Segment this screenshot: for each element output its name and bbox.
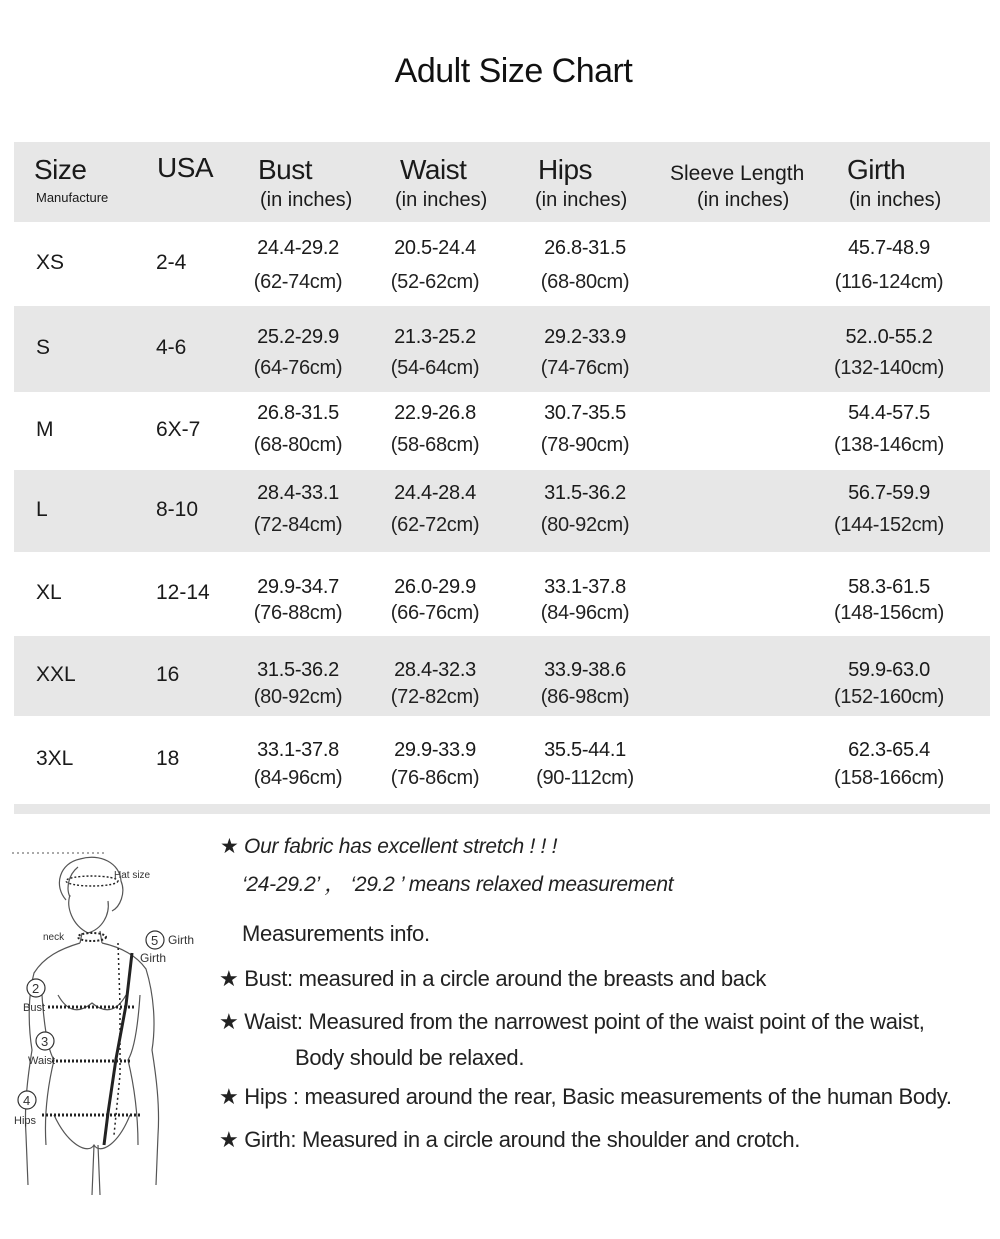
size-cell: M (36, 418, 54, 441)
sleeve-cell (674, 470, 824, 552)
waist-inches-cell: 26.0-29.9 (394, 576, 476, 598)
size-cell: L (36, 498, 48, 521)
hips-inches-cell: 31.5-36.2 (544, 482, 626, 504)
body-measurement-figure (8, 845, 213, 1200)
hips-cm-cell: (68-80cm) (540, 271, 630, 293)
table-row (14, 636, 990, 716)
marker-2-label: 2 (32, 981, 40, 996)
girth-cm-cell: (138-146cm) (833, 434, 945, 456)
hips-cm-cell: (80-92cm) (540, 514, 630, 536)
hips-inches-cell: 35.5-44.1 (544, 739, 626, 761)
table-row (14, 222, 990, 306)
hips-cm-cell: (74-76cm) (540, 357, 630, 379)
bust-inches-cell: 24.4-29.2 (257, 237, 339, 259)
header-hips: Hips (538, 154, 593, 185)
size-cell: XL (36, 581, 62, 604)
header-sleeve: Sleeve Length (670, 162, 805, 185)
header-sleeve-unit: (in inches) (697, 189, 790, 211)
usa-cell: 16 (156, 663, 180, 686)
waist-cm-cell: (58-68cm) (390, 434, 480, 456)
header-bust: Bust (258, 154, 313, 185)
size-table (14, 142, 990, 814)
girth-label-5: Girth (168, 933, 195, 947)
waist-label: Waist (28, 1055, 56, 1067)
sleeve-cell (674, 716, 824, 804)
usa-cell: 18 (156, 747, 180, 770)
header-size-sub: Manufacture (36, 190, 109, 205)
waist-inches-cell: 20.5-24.4 (394, 237, 476, 259)
bust-inches-cell: 33.1-37.8 (257, 739, 339, 761)
girth-inches-cell: 54.4-57.5 (848, 402, 930, 424)
header-waist-unit: (in inches) (395, 189, 488, 211)
hips-inches-cell: 29.2-33.9 (544, 326, 626, 348)
hips-inches-cell: 30.7-35.5 (544, 402, 626, 424)
size-cell: XXL (36, 663, 76, 686)
waist-inches-cell: 21.3-25.2 (394, 326, 476, 348)
hat-size-label: Hat size (114, 870, 151, 881)
bust-cm-cell: (84-96cm) (253, 767, 343, 789)
girth-inches-cell: 59.9-63.0 (848, 659, 930, 681)
header-bust-unit: (in inches) (260, 189, 353, 211)
waist-cm-cell: (54-64cm) (390, 357, 480, 379)
header-waist: Waist (400, 154, 467, 185)
girth-inches-cell: 45.7-48.9 (848, 237, 930, 259)
waist-inches-cell: 24.4-28.4 (394, 482, 476, 504)
sleeve-cell (674, 552, 824, 636)
waist-inches-cell: 22.9-26.8 (394, 402, 476, 424)
size-cell: XS (36, 251, 65, 274)
usa-cell: 6X-7 (156, 418, 201, 441)
girth-inches-cell: 62.3-65.4 (848, 739, 930, 761)
note-relaxed: ‘24-29.2’ ， ‘29.2 ’ means relaxed measurement (242, 873, 674, 896)
page-title: Adult Size Chart (394, 52, 633, 90)
usa-cell: 4-6 (156, 336, 187, 359)
note-waist-cont: Body should be relaxed. (295, 1045, 525, 1070)
note-stretch: ★ Our fabric has excellent stretch ! ! ! (220, 835, 558, 858)
table-row (14, 392, 990, 470)
note-girth: ★ Girth: Measured in a circle around the shoulder and crotch. (219, 1127, 801, 1152)
hips-cm-cell: (78-90cm) (540, 434, 630, 456)
hips-inches-cell: 26.8-31.5 (544, 237, 626, 259)
bust-inches-cell: 31.5-36.2 (257, 659, 339, 681)
waist-inches-cell: 28.4-32.3 (394, 659, 476, 681)
hips-cm-cell: (84-96cm) (540, 602, 630, 624)
bust-cm-cell: (72-84cm) (253, 514, 343, 536)
table-row (14, 306, 990, 392)
table-row (14, 552, 990, 636)
girth-inches-cell: 58.3-61.5 (848, 576, 930, 598)
marker-3-label: 3 (41, 1034, 49, 1049)
girth-cm-cell: (148-156cm) (833, 602, 945, 624)
waist-cm-cell: (66-76cm) (390, 602, 480, 624)
size-cell: 3XL (36, 747, 74, 770)
waist-cm-cell: (76-86cm) (390, 767, 480, 789)
header-hips-unit: (in inches) (535, 189, 628, 211)
bust-inches-cell: 28.4-33.1 (257, 482, 339, 504)
girth-cm-cell: (144-152cm) (833, 514, 945, 536)
size-cell: S (36, 336, 51, 359)
table-row (14, 716, 990, 804)
waist-cm-cell: (62-72cm) (390, 514, 480, 536)
bust-cm-cell: (68-80cm) (253, 434, 343, 456)
table-row (14, 470, 990, 552)
girth-inches-cell: 56.7-59.9 (848, 482, 930, 504)
note-bust: ★ Bust: measured in a circle around the breasts and back (219, 966, 767, 991)
usa-cell: 12-14 (156, 581, 210, 604)
sleeve-cell (674, 636, 824, 716)
bust-inches-cell: 25.2-29.9 (257, 326, 339, 348)
marker-5-label: 5 (151, 933, 159, 948)
girth-cm-cell: (116-124cm) (834, 271, 944, 293)
header-girth-unit: (in inches) (849, 189, 942, 211)
neck-label: neck (43, 932, 65, 943)
bust-cm-cell: (62-74cm) (253, 271, 343, 293)
sleeve-cell (674, 222, 824, 306)
girth-label: Girth (140, 951, 167, 965)
sleeve-cell (674, 392, 824, 470)
header-girth: Girth (847, 154, 906, 185)
usa-cell: 2-4 (156, 251, 187, 274)
header-usa: USA (157, 152, 214, 183)
marker-4-label: 4 (23, 1093, 31, 1108)
sleeve-cell (674, 306, 824, 392)
bust-cm-cell: (80-92cm) (253, 686, 343, 708)
bust-inches-cell: 26.8-31.5 (257, 402, 339, 424)
hips-inches-cell: 33.1-37.8 (544, 576, 626, 598)
bust-inches-cell: 29.9-34.7 (257, 576, 339, 598)
waist-cm-cell: (72-82cm) (390, 686, 480, 708)
bust-label: Bust (23, 1002, 46, 1014)
waist-cm-cell: (52-62cm) (390, 271, 480, 293)
header-size: Size (34, 154, 87, 185)
girth-inches-cell: 52..0-55.2 (845, 326, 933, 348)
usa-cell: 8-10 (156, 498, 199, 521)
note-info-title: Measurements info. (242, 921, 430, 946)
waist-inches-cell: 29.9-33.9 (394, 739, 476, 761)
note-waist: ★ Waist: Measured from the narrowest point of the waist point of the waist, (219, 1009, 925, 1034)
girth-cm-cell: (158-166cm) (833, 767, 945, 789)
hips-cm-cell: (90-112cm) (536, 767, 634, 789)
hips-inches-cell: 33.9-38.6 (544, 659, 626, 681)
hips-label: Hips (14, 1115, 37, 1127)
hips-cm-cell: (86-98cm) (540, 686, 630, 708)
table-header (14, 142, 990, 222)
girth-cm-cell: (132-140cm) (833, 357, 945, 379)
bust-cm-cell: (64-76cm) (253, 357, 343, 379)
bust-cm-cell: (76-88cm) (253, 602, 343, 624)
note-hips: ★ Hips : measured around the rear, Basic measurements of the human Body. (219, 1084, 952, 1109)
girth-cm-cell: (152-160cm) (833, 686, 945, 708)
